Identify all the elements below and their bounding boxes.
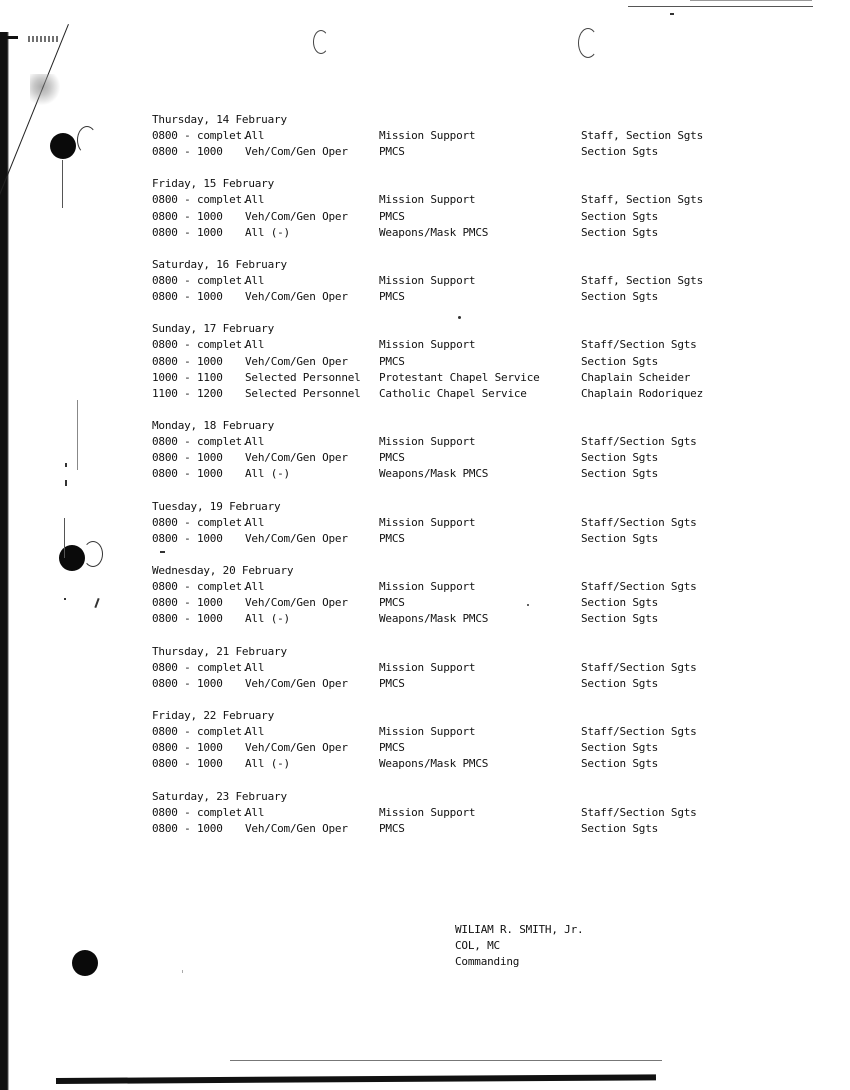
scan-smudge <box>28 36 58 42</box>
binder-arc-icon <box>313 30 329 54</box>
day-heading: Thursday, 14 February <box>152 113 287 126</box>
entry-personnel: Veh/Com/Gen Oper <box>245 209 348 223</box>
schedule-entry <box>152 724 712 740</box>
signature-rank: COL, MC <box>455 939 500 952</box>
entry-personnel: Veh/Com/Gen Oper <box>245 145 348 159</box>
scan-speck <box>94 598 99 608</box>
ring-mark-icon <box>77 126 97 154</box>
schedule-day <box>152 789 712 837</box>
entry-time: 0800 - 1000 <box>152 596 223 610</box>
entry-time: 0800 - 1000 <box>152 676 223 690</box>
entry-personnel: All (-) <box>245 225 290 239</box>
entry-time: 0800 - 1000 <box>152 225 223 239</box>
entry-responsible: Staff/Section Sgts <box>581 805 697 819</box>
schedule-entry <box>152 740 712 756</box>
punch-hole-icon <box>50 133 76 159</box>
entry-time: 0800 - 1000 <box>152 290 223 304</box>
entry-time: 0800 - 1000 <box>152 145 223 159</box>
scan-vertical-line <box>64 518 65 558</box>
entry-personnel: All <box>245 273 265 287</box>
entry-time: 0800 - 1000 <box>152 821 223 835</box>
entry-responsible: Staff/Section Sgts <box>581 724 697 738</box>
entry-activity: Mission Support <box>379 338 476 352</box>
entry-time: 0800 - complet. <box>152 724 249 738</box>
entry-activity: PMCS <box>379 290 405 304</box>
entry-responsible: Staff, Section Sgts <box>581 129 704 142</box>
schedule-day <box>152 176 712 241</box>
schedule-entry <box>152 354 712 370</box>
entry-activity: PMCS <box>379 741 405 755</box>
entry-responsible: Chaplain Scheider <box>581 370 691 384</box>
entry-activity: Protestant Chapel Service <box>379 370 540 384</box>
entry-responsible: Chaplain Rodoriquez <box>581 386 704 400</box>
entry-personnel: All (-) <box>245 612 290 626</box>
entry-personnel: All <box>245 805 265 819</box>
entry-responsible: Section Sgts <box>581 225 659 239</box>
entry-responsible: Section Sgts <box>581 596 659 610</box>
entry-personnel: All <box>245 660 265 674</box>
entry-responsible: Staff/Section Sgts <box>581 515 697 529</box>
scan-diagonal-line <box>0 24 69 201</box>
schedule-entry <box>152 434 712 450</box>
entry-time: 1000 - 1100 <box>152 370 223 384</box>
entry-responsible: Section Sgts <box>581 209 659 223</box>
schedule-entry <box>152 805 712 821</box>
entry-time: 0800 - complet. <box>152 193 249 207</box>
scan-speck <box>65 463 67 467</box>
entry-time: 0800 - complet. <box>152 338 249 352</box>
entry-personnel: All <box>245 129 265 142</box>
entry-personnel: Selected Personnel <box>245 386 361 400</box>
entry-activity: PMCS <box>379 451 405 465</box>
entry-activity: Catholic Chapel Service <box>379 386 527 400</box>
entry-personnel: Veh/Com/Gen Oper <box>245 676 348 690</box>
schedule-entry <box>152 225 712 241</box>
entry-activity: PMCS <box>379 531 405 545</box>
entry-time: 0800 - complet. <box>152 580 249 593</box>
schedule-entry <box>152 515 712 531</box>
entry-responsible: Section Sgts <box>581 821 659 835</box>
schedule-entry <box>152 660 712 676</box>
schedule-entry <box>152 273 712 289</box>
entry-activity: Mission Support <box>379 580 476 593</box>
binder-arc-icon <box>578 28 598 58</box>
schedule-entry <box>152 128 712 144</box>
entry-personnel: Veh/Com/Gen Oper <box>245 596 348 610</box>
entry-activity: Weapons/Mask PMCS <box>379 612 489 626</box>
entry-responsible: Section Sgts <box>581 531 659 545</box>
schedule-entry <box>152 192 712 208</box>
entry-time: 0800 - complet. <box>152 515 249 529</box>
entry-personnel: Veh/Com/Gen Oper <box>245 290 348 304</box>
entry-activity: Mission Support <box>379 435 476 449</box>
schedule-entry <box>152 756 712 772</box>
schedule-day <box>152 644 712 692</box>
scan-edge-tick <box>0 36 18 39</box>
entry-activity: Weapons/Mask PMCS <box>379 757 489 771</box>
entry-time: 0800 - 1000 <box>152 467 223 481</box>
schedule-entry <box>152 611 712 627</box>
day-heading: Friday, 22 February <box>152 708 275 722</box>
entry-responsible: Section Sgts <box>581 451 659 465</box>
entry-responsible: Staff, Section Sgts <box>581 193 704 207</box>
scan-vertical-line <box>77 400 78 470</box>
training-schedule <box>152 112 712 853</box>
entry-personnel: Veh/Com/Gen Oper <box>245 821 348 835</box>
schedule-entry <box>152 209 712 225</box>
entry-personnel: All (-) <box>245 757 290 771</box>
entry-time: 0800 - complet. <box>152 435 249 449</box>
entry-personnel: All (-) <box>245 467 290 481</box>
entry-responsible: Section Sgts <box>581 757 659 771</box>
schedule-day <box>152 418 712 483</box>
entry-time: 0800 - complet. <box>152 805 249 819</box>
entry-responsible: Section Sgts <box>581 676 659 690</box>
entry-time: 0800 - complet. <box>152 660 249 674</box>
schedule-entry <box>152 595 712 611</box>
schedule-entry <box>152 531 712 547</box>
entry-personnel: Selected Personnel <box>245 370 361 384</box>
schedule-entry <box>152 144 712 160</box>
entry-personnel: All <box>245 580 265 593</box>
scan-top-line <box>628 6 813 7</box>
schedule-day <box>152 112 712 160</box>
schedule-entry <box>152 466 712 482</box>
entry-time: 0800 - 1000 <box>152 209 223 223</box>
entry-responsible: Staff/Section Sgts <box>581 660 697 674</box>
entry-activity: Mission Support <box>379 660 476 674</box>
entry-responsible: Section Sgts <box>581 354 659 368</box>
day-heading: Thursday, 21 February <box>152 644 287 658</box>
entry-time: 0800 - complet. <box>152 273 249 287</box>
day-heading: Sunday, 17 February <box>152 322 275 336</box>
punch-hole-icon <box>59 545 85 571</box>
day-heading: Saturday, 16 February <box>152 257 287 271</box>
entry-activity: Weapons/Mask PMCS <box>379 225 489 239</box>
entry-responsible: Staff/Section Sgts <box>581 435 697 449</box>
schedule-entry <box>152 386 712 402</box>
entry-personnel: All <box>245 435 265 449</box>
entry-time: 0800 - 1000 <box>152 451 223 465</box>
scan-speck <box>65 480 67 486</box>
entry-time: 0800 - 1000 <box>152 531 223 545</box>
entry-personnel: Veh/Com/Gen Oper <box>245 354 348 368</box>
entry-responsible: Section Sgts <box>581 145 659 159</box>
schedule-entry <box>152 821 712 837</box>
entry-responsible: Section Sgts <box>581 612 659 626</box>
entry-activity: Mission Support <box>379 724 476 738</box>
schedule-entry <box>152 579 712 595</box>
entry-activity: Mission Support <box>379 273 476 287</box>
entry-activity: Weapons/Mask PMCS <box>379 467 489 481</box>
schedule-day <box>152 257 712 305</box>
day-heading: Friday, 15 February <box>152 177 275 191</box>
entry-personnel: Veh/Com/Gen Oper <box>245 741 348 755</box>
entry-activity: PMCS <box>379 676 405 690</box>
entry-time: 0800 - 1000 <box>152 757 223 771</box>
entry-activity: PMCS <box>379 354 405 368</box>
entry-time: 0800 - 1000 <box>152 354 223 368</box>
schedule-entry <box>152 289 712 305</box>
entry-personnel: All <box>245 515 265 529</box>
entry-responsible: Section Sgts <box>581 467 659 481</box>
scan-speck <box>670 13 674 15</box>
entry-activity: Mission Support <box>379 515 476 529</box>
entry-activity: Mission Support <box>379 805 476 819</box>
schedule-entry <box>152 337 712 353</box>
entry-responsible: Staff, Section Sgts <box>581 273 704 287</box>
entry-personnel: All <box>245 724 265 738</box>
schedule-day <box>152 708 712 773</box>
scan-smudge <box>30 74 60 106</box>
schedule-entry <box>152 450 712 466</box>
entry-activity: Mission Support <box>379 193 476 207</box>
day-heading: Tuesday, 19 February <box>152 499 281 513</box>
entry-time: 0800 - 1000 <box>152 741 223 755</box>
signature-title: Commanding <box>455 955 520 968</box>
scan-top-line <box>690 0 812 1</box>
entry-activity: PMCS <box>379 209 405 223</box>
entry-time: 0800 - 1000 <box>152 612 223 626</box>
entry-activity: Mission Support <box>379 129 476 142</box>
scan-speck <box>64 598 66 600</box>
day-heading: Wednesday, 20 February <box>152 564 294 577</box>
scan-speck <box>182 970 183 973</box>
entry-time: 1100 - 1200 <box>152 386 223 400</box>
entry-activity: PMCS <box>379 821 405 835</box>
schedule-day <box>152 499 712 547</box>
entry-personnel: Veh/Com/Gen Oper <box>245 451 348 465</box>
entry-activity: PMCS <box>379 145 405 159</box>
entry-personnel: Veh/Com/Gen Oper <box>245 531 348 545</box>
scan-bottom-bar <box>56 1074 656 1084</box>
punch-hole-icon <box>72 950 98 976</box>
entry-responsible: Staff/Section Sgts <box>581 580 697 593</box>
schedule-entry <box>152 370 712 386</box>
scan-vertical-line <box>62 160 63 208</box>
signature-name: WILIAM R. SMITH, Jr. <box>455 923 584 936</box>
signature-block <box>455 922 583 970</box>
day-heading: Saturday, 23 February <box>152 789 287 803</box>
entry-personnel: All <box>245 338 265 352</box>
entry-activity: PMCS <box>379 596 405 610</box>
schedule-day <box>152 563 712 628</box>
schedule-entry <box>152 676 712 692</box>
scan-bottom-line <box>230 1060 662 1061</box>
day-heading: Monday, 18 February <box>152 419 275 433</box>
entry-time: 0800 - complet. <box>152 129 249 142</box>
entry-responsible: Section Sgts <box>581 290 659 304</box>
entry-responsible: Section Sgts <box>581 741 659 755</box>
ring-mark-icon <box>83 541 103 567</box>
entry-responsible: Staff/Section Sgts <box>581 338 697 352</box>
schedule-day <box>152 321 712 402</box>
entry-personnel: All <box>245 193 265 207</box>
